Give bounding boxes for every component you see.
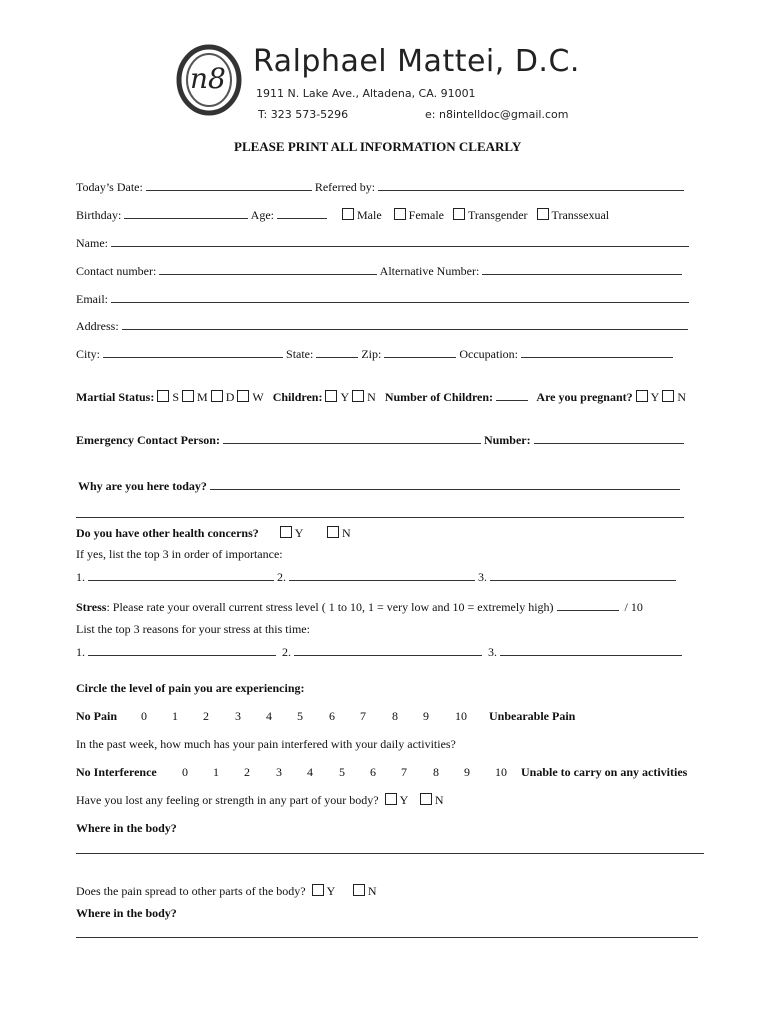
- contact-number-label: Contact number:: [76, 264, 157, 278]
- occupation-field[interactable]: [521, 346, 673, 358]
- pain-spread-question: Does the pain spread to other parts of the body?: [76, 884, 306, 898]
- emergency-contact-field[interactable]: [223, 432, 481, 444]
- no-label: N: [367, 390, 376, 404]
- no-label: N: [367, 884, 377, 898]
- interference-level-option-4[interactable]: 4: [307, 765, 313, 779]
- logo-text: n8: [190, 62, 226, 95]
- birthday-field[interactable]: [124, 207, 248, 219]
- email-label: Email:: [76, 292, 108, 306]
- email-field[interactable]: [111, 291, 689, 303]
- address-label: Address:: [76, 319, 119, 333]
- alternative-number-label: Alternative Number:: [379, 264, 480, 278]
- item-number: 1.: [76, 570, 85, 584]
- where-body-field[interactable]: [76, 842, 704, 854]
- lost-feeling-yes-checkbox[interactable]: [385, 793, 397, 805]
- state-field[interactable]: [316, 346, 358, 358]
- alternative-number-field[interactable]: [482, 263, 682, 275]
- row-other-concerns: [76, 526, 351, 541]
- concerns-no-checkbox[interactable]: [327, 526, 339, 538]
- interference-level-option-7[interactable]: 7: [401, 765, 407, 779]
- interference-level-option-9[interactable]: 9: [464, 765, 470, 779]
- pain-level-option-2[interactable]: 2: [203, 709, 209, 723]
- row-lost-feeling: [76, 793, 444, 808]
- pain-level-option-4[interactable]: 4: [266, 709, 272, 723]
- female-checkbox[interactable]: [394, 208, 406, 220]
- why-here-field-line2[interactable]: [76, 506, 684, 518]
- interference-level-option-6[interactable]: 6: [370, 765, 376, 779]
- no-label: N: [677, 390, 686, 404]
- interference-level-option-2[interactable]: 2: [244, 765, 250, 779]
- pain-level-option-9[interactable]: 9: [423, 709, 429, 723]
- item-number: 2.: [277, 570, 286, 584]
- item-number: 3.: [488, 645, 497, 659]
- concerns-yes-checkbox[interactable]: [280, 526, 292, 538]
- item-number: 2.: [282, 645, 291, 659]
- pain-level-option-3[interactable]: 3: [235, 709, 241, 723]
- emergency-number-field[interactable]: [534, 432, 684, 444]
- transgender-checkbox[interactable]: [453, 208, 465, 220]
- row-stress: [76, 599, 643, 615]
- concern-1-field[interactable]: [88, 569, 274, 581]
- pregnant-yes-checkbox[interactable]: [636, 390, 648, 402]
- stress-rating-field[interactable]: [557, 599, 619, 611]
- stress-reasons-label: List the top 3 reasons for your stress at this time:: [76, 622, 310, 636]
- no-label: N: [342, 526, 351, 540]
- marital-option: W: [252, 390, 264, 404]
- row-city: [76, 346, 673, 362]
- pain-level-option-8[interactable]: 8: [392, 709, 398, 723]
- logo: [172, 40, 246, 122]
- where-body-field-2[interactable]: [76, 926, 698, 938]
- list-top3-instruction: If yes, list the top 3 in order of importance:: [76, 547, 283, 561]
- row-marital: [76, 389, 686, 405]
- children-label: Children:: [272, 390, 323, 404]
- concern-2-field[interactable]: [289, 569, 475, 581]
- stress-suffix: / 10: [624, 600, 643, 614]
- item-number: 1.: [76, 645, 85, 659]
- pregnant-no-checkbox[interactable]: [662, 390, 674, 402]
- pain-level-option-6[interactable]: 6: [329, 709, 335, 723]
- pregnant-label: Are you pregnant?: [536, 390, 633, 404]
- other-concerns-label: Do you have other health concerns?: [76, 526, 259, 540]
- row-stress-list: [76, 644, 682, 660]
- yes-label: Y: [650, 390, 660, 404]
- pain-spread-no-checkbox[interactable]: [353, 884, 365, 896]
- marital-option: M: [197, 390, 208, 404]
- transsexual-checkbox[interactable]: [537, 208, 549, 220]
- no-interference-label: No Interference: [76, 765, 157, 779]
- why-here-field[interactable]: [210, 478, 680, 490]
- male-checkbox[interactable]: [342, 208, 354, 220]
- stress-label: Stress: [76, 600, 107, 614]
- interference-level-option-5[interactable]: 5: [339, 765, 345, 779]
- interference-level-option-0[interactable]: 0: [182, 765, 188, 779]
- yes-label: Y: [399, 793, 408, 807]
- referred-by-field[interactable]: [378, 179, 684, 191]
- birthday-label: Birthday:: [76, 208, 122, 222]
- row-birthday: [76, 207, 609, 223]
- marital-w-checkbox[interactable]: [237, 390, 249, 402]
- no-pain-label: No Pain: [76, 709, 118, 723]
- doctor-name: Ralphael Mattei, D.C.: [253, 44, 580, 79]
- pain-level-option-1[interactable]: 1: [172, 709, 178, 723]
- pain-level-label: Circle the level of pain you are experiencing:: [76, 681, 305, 695]
- city-field[interactable]: [103, 346, 283, 358]
- todays-date-field[interactable]: [146, 179, 312, 191]
- contact-number-field[interactable]: [159, 263, 377, 275]
- stress-reason-3-field[interactable]: [500, 644, 682, 656]
- where-body-label: Where in the body?: [76, 821, 177, 835]
- pain-level-option-10[interactable]: 10: [455, 709, 467, 723]
- emergency-contact-label: Emergency Contact Person:: [76, 433, 220, 447]
- stress-question: : Please rate your overall current stress level ( 1 to 10, 1 = very low and 10 = extremely high): [106, 600, 554, 614]
- todays-date-label: Today’s Date:: [76, 180, 143, 194]
- yes-label: Y: [340, 390, 350, 404]
- yes-label: Y: [294, 526, 304, 540]
- referred-by-label: Referred by:: [314, 180, 376, 194]
- row-date: [76, 179, 684, 195]
- interference-level-option-3[interactable]: 3: [276, 765, 282, 779]
- lost-feeling-question: Have you lost any feeling or strength in any part of your body?: [76, 793, 379, 807]
- where-body-label-2: Where in the body?: [76, 906, 177, 920]
- marital-s-checkbox[interactable]: [157, 390, 169, 402]
- row-why-here: [78, 478, 680, 494]
- yes-label: Y: [326, 884, 335, 898]
- occupation-label: Occupation:: [459, 347, 518, 361]
- address-field[interactable]: [122, 318, 688, 330]
- unbearable-pain-label: Unbearable Pain: [489, 709, 576, 723]
- pain-level-option-5[interactable]: 5: [297, 709, 303, 723]
- row-email: [76, 291, 689, 307]
- emergency-number-label: Number:: [483, 433, 531, 447]
- lost-feeling-no-checkbox[interactable]: [420, 793, 432, 805]
- gender-option: Transsexual: [551, 208, 610, 222]
- children-no-checkbox[interactable]: [352, 390, 364, 402]
- name-field[interactable]: [111, 235, 689, 247]
- interference-level-option-1[interactable]: 1: [213, 765, 219, 779]
- pain-scale: [0, 709, 770, 725]
- row-contact: [76, 263, 682, 279]
- state-label: State:: [286, 347, 314, 361]
- why-here-label: Why are you here today?: [78, 479, 207, 493]
- stress-reason-1-field[interactable]: [88, 644, 276, 656]
- pain-spread-yes-checkbox[interactable]: [312, 884, 324, 896]
- stress-reason-2-field[interactable]: [294, 644, 482, 656]
- marital-option: D: [225, 390, 235, 404]
- concern-3-field[interactable]: [490, 569, 676, 581]
- pain-level-option-7[interactable]: 7: [360, 709, 366, 723]
- number-of-children-field[interactable]: [496, 389, 528, 401]
- clinic-address: 1911 N. Lake Ave., Altadena, CA. 91001: [256, 87, 476, 100]
- interference-question: In the past week, how much has your pain interfered with your daily activities?: [76, 737, 456, 751]
- marital-d-checkbox[interactable]: [211, 390, 223, 402]
- row-address: [76, 318, 688, 334]
- age-field[interactable]: [277, 207, 327, 219]
- gender-option: Transgender: [467, 208, 528, 222]
- gender-option: Male: [357, 208, 382, 222]
- marital-status-label: Martial Status:: [76, 390, 155, 404]
- gender-option: Female: [408, 208, 444, 222]
- page-title: PLEASE PRINT ALL INFORMATION CLEARLY: [234, 139, 522, 154]
- interference-level-option-8[interactable]: 8: [433, 765, 439, 779]
- row-pain-spread: [76, 884, 377, 899]
- row-name: [76, 235, 689, 251]
- marital-option: S: [172, 390, 180, 404]
- no-label: N: [434, 793, 444, 807]
- row-emergency: [76, 432, 684, 448]
- clinic-phone: T: 323 573-5296: [258, 108, 349, 121]
- row-concerns-list: [76, 569, 676, 585]
- unable-label: Unable to carry on any activities: [521, 765, 688, 779]
- city-label: City:: [76, 347, 101, 361]
- age-label: Age:: [250, 208, 274, 222]
- zip-label: Zip:: [361, 347, 382, 361]
- clinic-email: e: n8intelldoc@gmail.com: [425, 108, 569, 121]
- interference-level-option-10[interactable]: 10: [495, 765, 507, 779]
- zip-field[interactable]: [384, 346, 456, 358]
- number-of-children-label: Number of Children:: [384, 390, 494, 404]
- pain-level-option-0[interactable]: 0: [141, 709, 147, 723]
- marital-m-checkbox[interactable]: [182, 390, 194, 402]
- children-yes-checkbox[interactable]: [325, 390, 337, 402]
- name-label: Name:: [76, 236, 108, 250]
- item-number: 3.: [478, 570, 487, 584]
